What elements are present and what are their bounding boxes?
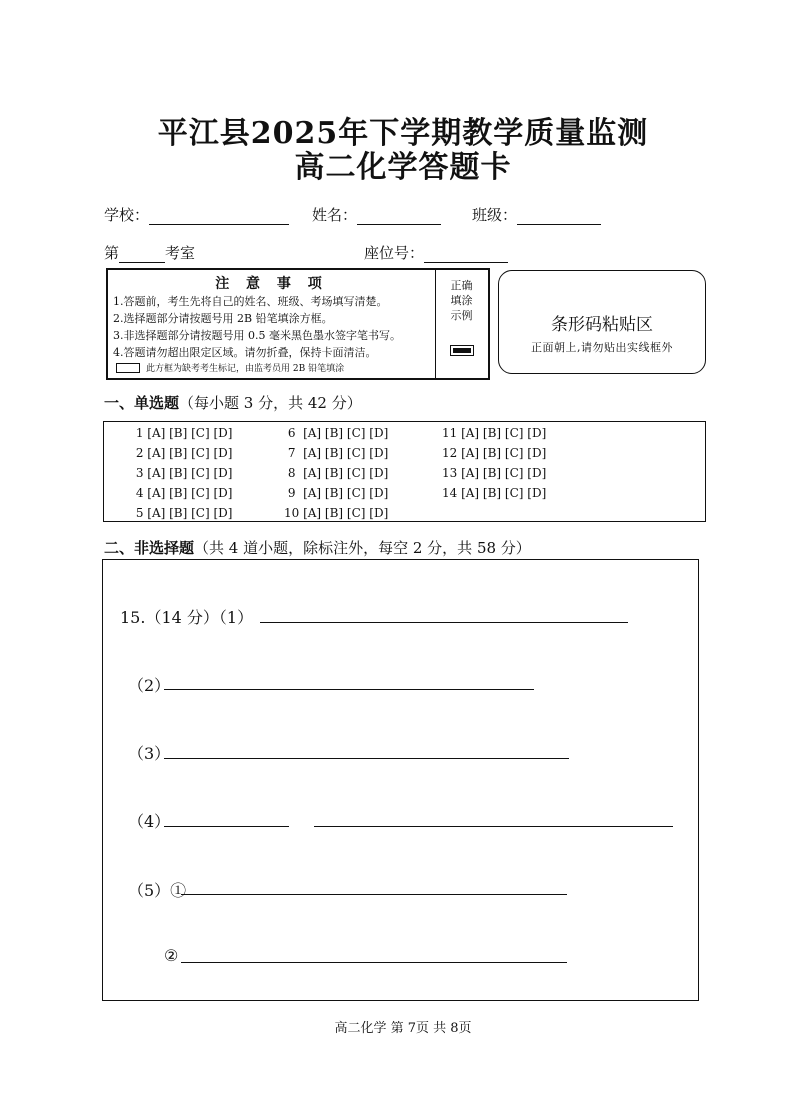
choice-row-9[interactable]: 9 [A] [B] [C] [D] bbox=[284, 486, 389, 500]
room-blank[interactable] bbox=[119, 244, 165, 263]
school-blank[interactable] bbox=[149, 206, 289, 225]
choice-row-12[interactable]: 12 [A] [B] [C] [D] bbox=[442, 446, 547, 460]
filled-box-sample-icon bbox=[450, 345, 474, 356]
notice-box bbox=[106, 268, 490, 380]
section1-detail: （每小题 3 分，共 42 分） bbox=[179, 394, 362, 412]
choice-row-13[interactable]: 13 [A] [B] [C] [D] bbox=[442, 466, 547, 480]
page-title: 平江县2025年下学期教学质量监测 bbox=[157, 116, 649, 151]
choice-row-1[interactable]: 1 [A] [B] [C] [D] bbox=[132, 426, 233, 440]
q15-label: 15.（14 分）（1） bbox=[120, 608, 254, 627]
notice-item: 4.答题请勿超出限定区域。请勿折叠，保持卡面清洁。 bbox=[113, 346, 377, 359]
answer-line-15-1[interactable] bbox=[260, 622, 628, 623]
answer-line-15-5b[interactable] bbox=[181, 962, 567, 963]
choice-grid bbox=[103, 421, 706, 522]
class-field[interactable] bbox=[472, 204, 601, 225]
seat-label: 座位号： bbox=[364, 244, 425, 262]
choice-row-3[interactable]: 3 [A] [B] [C] [D] bbox=[132, 466, 233, 480]
barcode-title: 条形码粘贴区 bbox=[551, 315, 653, 335]
sample-label-2: 填涂 bbox=[450, 294, 473, 307]
sample-label-3: 示例 bbox=[450, 309, 473, 322]
name-blank[interactable] bbox=[357, 206, 441, 225]
name-field[interactable] bbox=[312, 204, 441, 225]
school-field[interactable] bbox=[104, 204, 289, 225]
section1-title bbox=[104, 392, 362, 413]
page-subtitle: 高二化学答题卡 bbox=[294, 150, 512, 185]
choice-row-7[interactable]: 7 [A] [B] [C] [D] bbox=[284, 446, 389, 460]
notice-item: 2.选择题部分请按题号用 2B 铅笔填涂方框。 bbox=[113, 312, 333, 325]
school-label: 学校： bbox=[104, 206, 150, 224]
absent-checkbox[interactable] bbox=[116, 363, 140, 373]
answer-area-q15 bbox=[102, 559, 699, 1001]
q15-part5b-label: ② bbox=[164, 946, 179, 965]
q15-part2-label: （2） bbox=[128, 676, 171, 695]
page-footer: 高二化学 第 7页 共 8页 bbox=[334, 1021, 472, 1036]
absent-note: 此方框为缺考考生标记，由监考员用 2B 铅笔填涂 bbox=[146, 364, 345, 374]
q15-part5-label: （5）① bbox=[128, 881, 187, 900]
choice-row-5[interactable]: 5 [A] [B] [C] [D] bbox=[132, 506, 233, 520]
choice-row-4[interactable]: 4 [A] [B] [C] [D] bbox=[132, 486, 233, 500]
answer-line-15-5a[interactable] bbox=[181, 894, 567, 895]
answer-line-15-2[interactable] bbox=[164, 689, 534, 690]
seat-blank[interactable] bbox=[424, 244, 508, 263]
name-label: 姓名： bbox=[312, 206, 358, 224]
barcode-note: 正面朝上,请勿贴出实线框外 bbox=[531, 341, 673, 354]
class-blank[interactable] bbox=[517, 206, 601, 225]
choice-row-10[interactable]: 10 [A] [B] [C] [D] bbox=[284, 506, 389, 520]
fill-sample-area bbox=[435, 270, 488, 378]
class-label: 班级： bbox=[472, 206, 518, 224]
room-suffix: 考室 bbox=[165, 244, 196, 262]
notice-item: 3.非选择题部分请按题号用 0.5 毫米黑色墨水签字笔书写。 bbox=[113, 329, 401, 342]
choice-row-8[interactable]: 8 [A] [B] [C] [D] bbox=[284, 466, 389, 480]
notice-heading: 注 意 事 项 bbox=[215, 276, 328, 292]
choice-row-14[interactable]: 14 [A] [B] [C] [D] bbox=[442, 486, 547, 500]
section2-detail: （共 4 道小题，除标注外，每空 2 分，共 58 分） bbox=[194, 539, 531, 557]
notice-text-area bbox=[108, 270, 436, 378]
absent-row bbox=[116, 361, 435, 374]
section1-heading: 一、单选题 bbox=[104, 394, 180, 412]
section2-heading: 二、非选择题 bbox=[104, 539, 195, 557]
choice-row-6[interactable]: 6 [A] [B] [C] [D] bbox=[284, 426, 389, 440]
choice-row-11[interactable]: 11 [A] [B] [C] [D] bbox=[442, 426, 547, 440]
choice-row-2[interactable]: 2 [A] [B] [C] [D] bbox=[132, 446, 233, 460]
answer-line-15-4a[interactable] bbox=[164, 826, 289, 827]
barcode-area bbox=[498, 270, 706, 374]
answer-line-15-3[interactable] bbox=[164, 758, 569, 759]
q15-part4-label: （4） bbox=[128, 812, 171, 831]
notice-item: 1.答题前，考生先将自己的姓名、班级、考场填写清楚。 bbox=[113, 295, 388, 308]
q15-part3-label: （3） bbox=[128, 744, 171, 763]
room-field[interactable] bbox=[104, 242, 195, 263]
answer-line-15-4b[interactable] bbox=[314, 826, 673, 827]
room-prefix: 第 bbox=[104, 244, 120, 262]
section2-title bbox=[104, 537, 531, 558]
seat-field[interactable] bbox=[364, 242, 508, 263]
sample-label-1: 正确 bbox=[450, 279, 473, 292]
